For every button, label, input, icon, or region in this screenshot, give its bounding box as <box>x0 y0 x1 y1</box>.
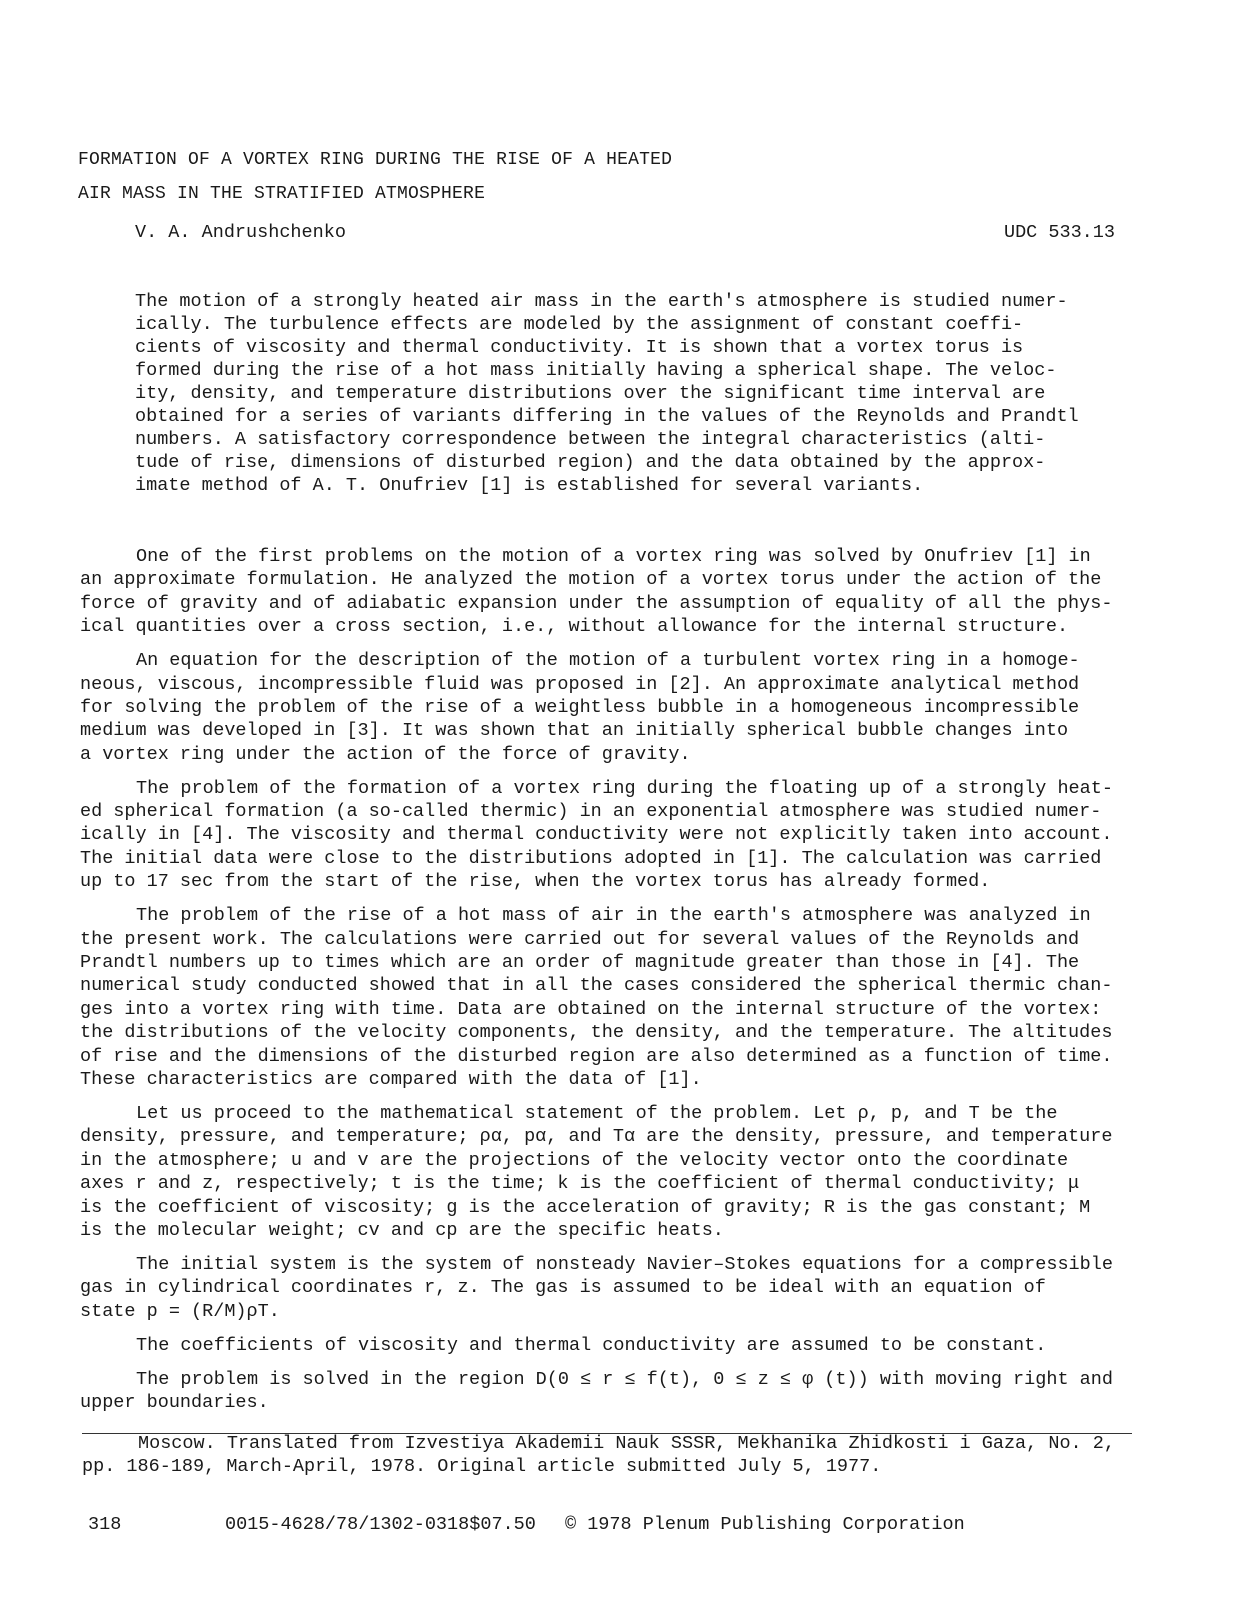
text-line: numerical study conducted showed that in all the cases considered the spherical thermic chan- <box>80 975 1113 997</box>
abstract-line: cients of viscosity and thermal conductivity. It is shown that a vortex torus is <box>135 337 1024 358</box>
text-line: of rise and the dimensions of the disturbed region are also determined as a function of time. <box>80 1045 1113 1067</box>
text-line: the distributions of the velocity components, the density, and the temperature. The altitudes <box>80 1022 1113 1044</box>
text-line: an approximate formulation. He analyzed the motion of a vortex torus under the action of the <box>80 569 1102 591</box>
text-line: The initial data were close to the distributions adopted in [1]. The calculation was carried <box>80 847 1102 869</box>
paragraph-1 <box>80 545 1140 639</box>
abstract-line: obtained for a series of variants differing in the values of the Reynolds and Prandtl <box>135 406 1079 427</box>
text-line: The problem of the formation of a vortex ring during the floating up of a strongly heat- <box>136 777 1113 799</box>
text-line: is the coefficient of viscosity; g is the acceleration of gravity; R is the gas constant; M <box>80 1196 1091 1218</box>
text-line: The problem is solved in the region D(0 ≤ r ≤ f(t), 0 ≤ z ≤ φ (t)) with moving right and <box>136 1368 1113 1390</box>
text-line: force of gravity and of adiabatic expansion under the assumption of equality of all the phys- <box>80 592 1113 614</box>
text-line: ed spherical formation (a so-called thermic) in an exponential atmosphere was studied numer- <box>80 801 1102 823</box>
author-name: V. A. Andrushchenko <box>135 222 346 243</box>
footnote <box>82 1432 1142 1478</box>
abstract-line: tude of rise, dimensions of disturbed region) and the data obtained by the approx- <box>135 452 1046 473</box>
text-line: the present work. The calculations were carried out for several values of the Reynolds and <box>80 928 1080 950</box>
title-line-2: AIR MASS IN THE STRATIFIED ATMOSPHERE <box>78 184 486 204</box>
abstract-line: formed during the rise of a hot mass initially having a spherical shape. The veloc- <box>135 360 1057 381</box>
text-line: Let us proceed to the mathematical statement of the problem. Let ρ, p, and T be the <box>136 1102 1058 1124</box>
text-line: is the molecular weight; cv and cp are the specific heats. <box>80 1219 724 1241</box>
abstract-line: ically. The turbulence effects are modeled by the assignment of constant coeffi- <box>135 314 1024 335</box>
text-line: The initial system is the system of nonsteady Navier–Stokes equations for a compressible <box>136 1253 1113 1275</box>
text-line: The coefficients of viscosity and thermal conductivity are assumed to be constant. <box>136 1334 1047 1356</box>
text-line: ges into a vortex ring with time. Data are obtained on the internal structure of the vortex: <box>80 998 1102 1020</box>
text-line: The problem of the rise of a hot mass of air in the earth's atmosphere was analyzed in <box>136 905 1091 927</box>
text-line: medium was developed in [3]. It was shown that an initially spherical bubble changes into <box>80 720 1069 742</box>
page-number: 318 <box>88 1514 122 1535</box>
paragraph-8 <box>80 1368 1140 1415</box>
paragraph-6 <box>80 1253 1140 1323</box>
article-title <box>78 143 672 211</box>
text-line: up to 17 sec from the start of the rise, when the vortex torus has already formed. <box>80 871 991 893</box>
paragraph-5 <box>80 1102 1140 1242</box>
text-line: density, pressure, and temperature; ρα, pα, and Tα are the density, pressure, and temperature <box>80 1126 1113 1148</box>
abstract-line: imate method of A. T. Onufriev [1] is established for several variants. <box>135 475 924 496</box>
text-line: gas in cylindrical coordinates r, z. The gas is assumed to be ideal with an equation of <box>80 1277 1046 1299</box>
footnote-line: Moscow. Translated from Izvestiya Akademii Nauk SSSR, Mekhanika Zhidkosti i Gaza, No. 2, <box>138 1433 1115 1454</box>
text-line: axes r and z, respectively; t is the time; k is the coefficient of thermal conductivity; μ <box>80 1173 1080 1195</box>
text-line: upper boundaries. <box>80 1391 269 1413</box>
paragraph-7 <box>80 1334 1140 1357</box>
body-text <box>80 545 1140 1425</box>
page-footer <box>88 1514 965 1535</box>
paragraph-3 <box>80 777 1140 894</box>
text-line: These characteristics are compared with the data of [1]. <box>80 1069 702 1091</box>
text-line: An equation for the description of the motion of a turbulent vortex ring in a homoge- <box>136 650 1080 672</box>
paragraph-2 <box>80 649 1140 766</box>
udc-code: UDC 533.13 <box>1003 222 1115 243</box>
abstract-line: ity, density, and temperature distributions over the significant time interval are <box>135 383 1046 404</box>
text-line: a vortex ring under the action of the force of gravity. <box>80 743 691 765</box>
text-line: for solving the problem of the rise of a weightless bubble in a homogeneous incompressible <box>80 696 1080 718</box>
abstract-line: numbers. A satisfactory correspondence between the integral characteristics (alti- <box>135 429 1046 450</box>
copyright-notice: © 1978 Plenum Publishing Corporation <box>565 1514 965 1535</box>
paragraph-4 <box>80 904 1140 1091</box>
title-line-1: FORMATION OF A VORTEX RING DURING THE RISE OF A HEATED <box>78 150 673 170</box>
text-line: Prandtl numbers up to times which are an order of magnitude greater than those in [4]. The <box>80 952 1080 973</box>
abstract <box>135 290 1090 497</box>
abstract-line: The motion of a strongly heated air mass in the earth's atmosphere is studied numer- <box>135 291 1068 312</box>
text-line: neous, viscous, incompressible fluid was proposed in [2]. An approximate analytical method <box>80 673 1080 695</box>
text-line: state p = (R/M)ρT. <box>80 1300 280 1322</box>
footnote-line: pp. 186-189, March-April, 1978. Original article submitted July 5, 1977. <box>82 1456 882 1477</box>
text-line: ical quantities over a cross section, i.e., without allowance for the internal structure. <box>80 616 1069 638</box>
text-line: in the atmosphere; u and v are the projections of the velocity vector onto the coordinate <box>80 1149 1069 1171</box>
text-line: One of the first problems on the motion of a vortex ring was solved by Onufriev [1] in <box>136 546 1091 567</box>
article-code: 0015-4628/78/1302-0318$07.50 <box>225 1514 536 1535</box>
text-line: ically in [4]. The viscosity and thermal conductivity were not explicitly taken into account. <box>80 824 1113 846</box>
